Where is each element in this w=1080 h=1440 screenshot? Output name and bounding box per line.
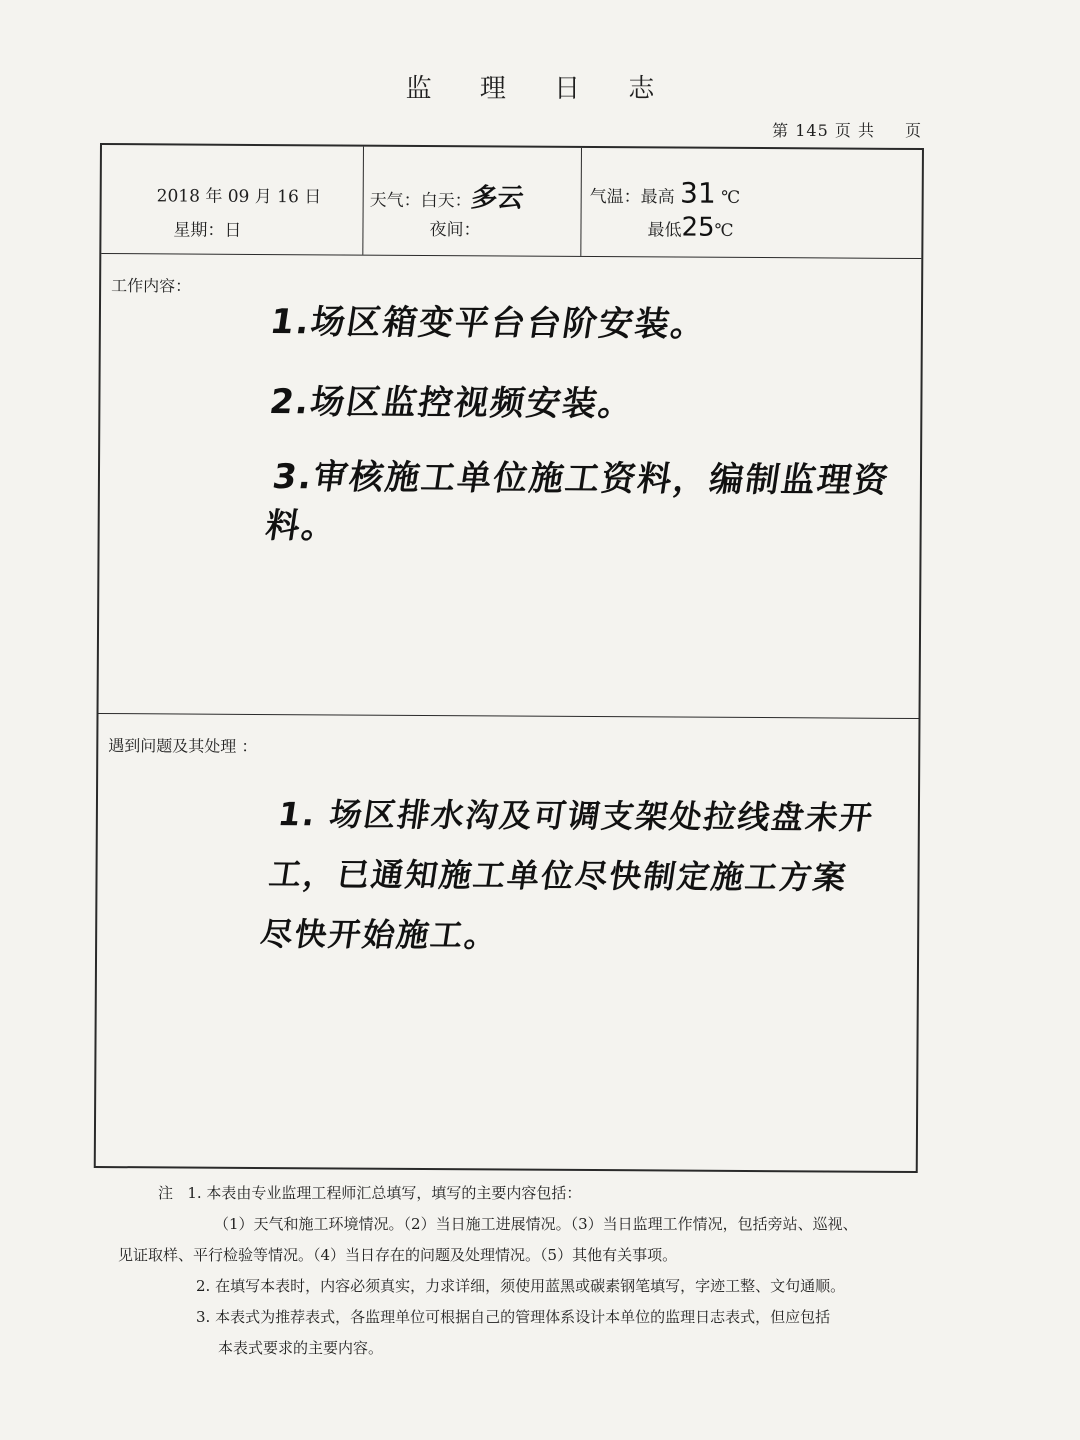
work-section <box>99 253 922 719</box>
temp-high-line <box>590 176 741 210</box>
weather-day-label: 白天： <box>420 190 472 212</box>
temp-high-value: 31 <box>680 176 716 210</box>
date-month: 09 <box>227 186 250 207</box>
page-prefix: 第 <box>772 121 790 140</box>
problem-text: 1. 场区排水沟及可调支架处拉线盘未开工，已通知施工单位尽快制定施工方案尽快开始施工。 <box>257 795 877 955</box>
date-year: 2018 <box>156 186 201 207</box>
note-1: 1. 本表由专业监理工程师汇总填写，填写的主要内容包括： <box>187 1184 582 1202</box>
page-title: 监 理 日 志 <box>405 74 675 104</box>
notes-prefix: 注 <box>158 1184 174 1202</box>
temp-label: 气温： <box>589 186 641 208</box>
work-label: 工作内容： <box>111 276 192 296</box>
weekday-label: 星期： <box>173 220 225 241</box>
temperature-cell <box>581 148 922 258</box>
weather-cell <box>363 147 582 256</box>
page-suffix: 页 <box>904 121 922 140</box>
date-cell <box>101 145 364 255</box>
log-form <box>94 143 924 1173</box>
page-mid: 页 共 <box>834 121 875 140</box>
weather-night-line <box>429 215 480 240</box>
note-line-1 <box>118 1178 958 1209</box>
weekday-value: 日 <box>224 220 242 241</box>
date-line <box>157 181 322 207</box>
weather-label: 天气： <box>369 190 421 211</box>
weather-day-value: 多云 <box>469 183 526 214</box>
work-item-3: 3.审核施工单位施工资料，编制监理资料。 <box>262 457 893 547</box>
date-year-label: 年 <box>205 186 223 207</box>
work-item-2: 2.场区监控视频安装。 <box>266 382 638 425</box>
weather-day-line <box>370 177 524 215</box>
note-line-5: 3. 本表式为推荐表式，各监理单位可根据自己的管理体系设计本单位的监理日志表式，但应包括 <box>196 1308 831 1326</box>
temp-high-unit: ℃ <box>721 187 741 208</box>
note-line-3: 见证取样、平行检验等情况。（4）当日存在的问题及处理情况。（5）其他有关事项。 <box>118 1246 678 1264</box>
temp-low-label: 最低 <box>647 220 682 241</box>
weather-night-label: 夜间： <box>429 220 481 241</box>
note-line-2: （1）天气和施工环境情况。（2）当日施工进展情况。（3）当日监理工作情况，包括旁站、巡视、 <box>214 1215 858 1233</box>
weekday-line <box>173 215 241 240</box>
problem-section <box>96 713 919 1173</box>
header-row <box>101 145 922 259</box>
date-day-label: 日 <box>304 187 322 208</box>
date-day: 16 <box>277 187 299 208</box>
temp-high-label: 最高 <box>640 187 675 208</box>
notes-section <box>118 1178 958 1364</box>
note-line-6: 本表式要求的主要内容。 <box>218 1339 384 1357</box>
page-number-line <box>772 118 922 141</box>
temp-low-unit: ℃ <box>714 220 734 241</box>
date-month-label: 月 <box>254 186 272 208</box>
note-line-4: 2. 在填写本表时，内容必须真实，力求详细，须使用蓝黑或碳素钢笔填写，字迹工整、文句通顺。 <box>196 1277 846 1295</box>
temp-low-value: 25 <box>681 212 715 243</box>
problem-label: 遇到问题及其处理 ： <box>108 736 258 756</box>
work-item-1: 1.场区箱变平台台阶安装。 <box>267 302 710 345</box>
temp-low-line <box>647 212 733 243</box>
page-number: 145 <box>795 121 829 140</box>
